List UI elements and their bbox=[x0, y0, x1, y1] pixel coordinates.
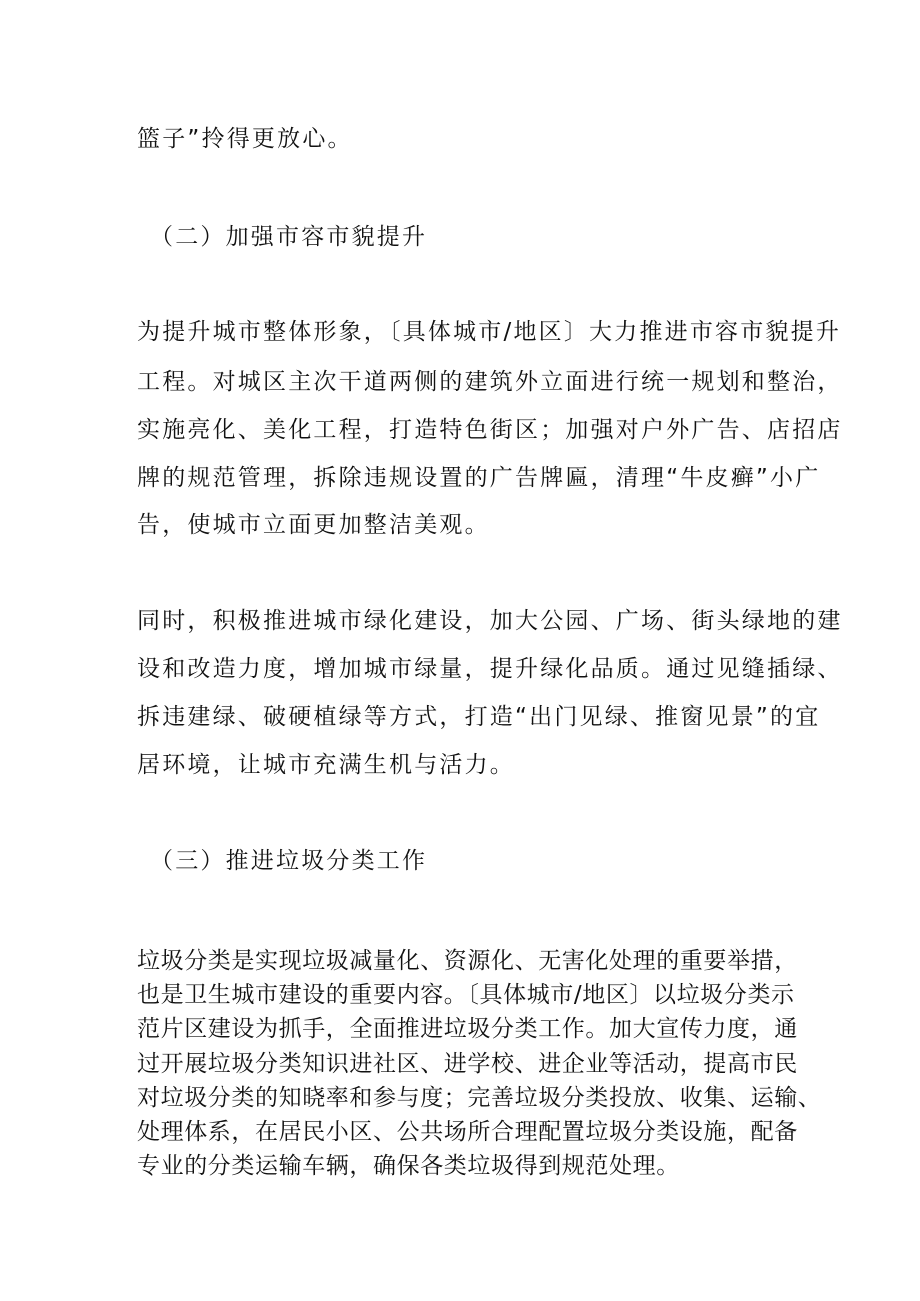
paragraph-line: 牌的规范管理，拆除违规设置的广告牌匾，清理“牛皮癣”小广 bbox=[137, 465, 821, 491]
paragraph-line: 范片区建设为抓手，全面推进垃圾分类工作。加大宣传力度，通 bbox=[137, 1016, 798, 1042]
paragraph-line: 实施亮化、美化工程，打造特色街区；加强对户外广告、店招店 bbox=[137, 417, 843, 443]
paragraph-line: 也是卫生城市建设的重要内容。〔具体城市/地区〕以垃圾分类示 bbox=[137, 982, 795, 1008]
paragraph-line: 工程。对城区主次干道两侧的建筑外立面进行统一规划和整治， bbox=[137, 369, 843, 395]
paragraph-line: 设和改造力度，增加城市绿量，提升绿化品质。通过见缝插绿、 bbox=[137, 656, 843, 682]
paragraph-line: 拆违建绿、破硬植绿等方式，打造“出门见绿、推窗见景”的宜 bbox=[137, 704, 821, 730]
paragraph-line: 居环境，让城市充满生机与活力。 bbox=[137, 752, 515, 778]
section-heading: （二）加强市容市貌提升 bbox=[150, 224, 428, 250]
paragraph-line: 处理体系，在居民小区、公共场所合理配置垃圾分类设施，配备 bbox=[137, 1119, 798, 1145]
section-heading: （三）推进垃圾分类工作 bbox=[150, 848, 428, 874]
paragraph-line: 专业的分类运输车辆，确保各类垃圾得到规范处理。 bbox=[137, 1153, 680, 1179]
text-line: 篮子”拎得更放心。 bbox=[137, 126, 353, 152]
paragraph-line: 过开展垃圾分类知识进社区、进学校、进企业等活动，提高市民 bbox=[137, 1051, 798, 1077]
paragraph-line: 对垃圾分类的知晓率和参与度；完善垃圾分类投放、收集、运输、 bbox=[137, 1085, 822, 1111]
paragraph-line: 垃圾分类是实现垃圾减量化、资源化、无害化处理的重要举措， bbox=[137, 948, 798, 974]
paragraph-line: 同时，积极推进城市绿化建设，加大公园、广场、街头绿地的建 bbox=[137, 608, 843, 634]
paragraph-line: 告，使城市立面更加整洁美观。 bbox=[137, 512, 490, 538]
paragraph-line: 为提升城市整体形象，〔具体城市/地区〕大力推进市容市貌提升 bbox=[137, 319, 842, 345]
